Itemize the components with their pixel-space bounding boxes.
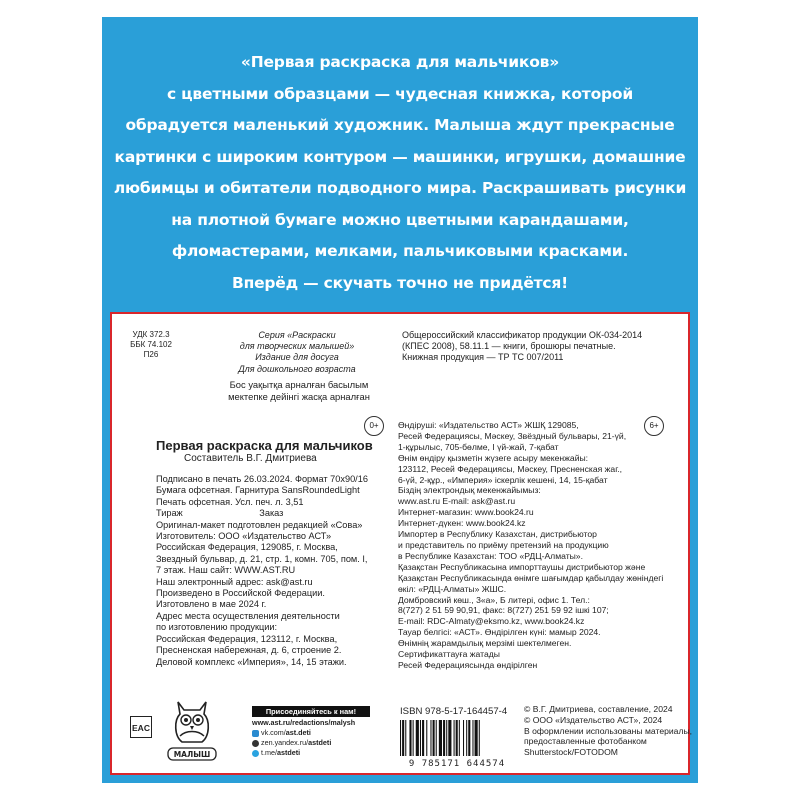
copyright-line: Shutterstock/FOTODOM — [524, 747, 618, 758]
blurb-line: фломастерами, мелками, пальчиковыми красками. — [171, 242, 629, 260]
imprint-line: Наш электронный адрес: ask@ast.ru — [156, 576, 313, 587]
copyright-line: © В.Г. Дмитриева, составление, 2024 — [524, 704, 673, 714]
imprint-line: Өнімнің жарамдылық мерзімі шектелмеген. — [398, 638, 572, 649]
barcode-digits: 9 785171 644574 — [408, 759, 506, 770]
copyright-line: предоставленные фотобанком — [524, 736, 647, 747]
blurb-line: картинки с широким контуром — машинки, игрушки, домашние — [114, 147, 686, 166]
imprint-line: өкіл: «РДЦ-Алматы» ЖШС. — [398, 583, 507, 594]
blurb-line: обрадуется маленький художник. Малыша ждут прекрасные — [125, 116, 675, 134]
imprint-line: Звездный бульвар, д. 21, стр. 1, комн. 705, пом. I, — [156, 553, 368, 564]
classification-codes — [126, 330, 176, 360]
imprint-line: Интернет-дүкен: www.book24.kz — [398, 518, 526, 529]
copyright-line: © ООО «Издательство АСТ», 2024 — [524, 714, 663, 725]
imprint-line: E-mail: RDC-Almaty@eksmo.kz, www.book24.kz — [398, 616, 585, 627]
eac-mark — [130, 716, 152, 738]
age-rating-badge-left: 0+ — [364, 416, 384, 436]
eac-mark-text: EAC — [132, 723, 150, 733]
imprint-line: Оригинал-макет подготовлен редакцией «Сова» — [156, 519, 363, 530]
imprint-line: по изготовлению продукции: — [156, 622, 278, 633]
book-title: Первая раскраска для мальчиков — [156, 438, 373, 453]
copyright-block — [524, 704, 694, 758]
imprint-line: Изготовитель: ООО «Издательство АСТ» — [156, 531, 332, 542]
blurb-line: Вперёд — скучать точно не придётся! — [231, 273, 569, 292]
imprint-line: Адрес места осуществления деятельности — [156, 610, 340, 621]
social-block — [252, 706, 372, 758]
imprint-line: Российская Федерация, 129085, г. Москва, — [156, 542, 338, 553]
imprint-line: www.ast.ru E-mail: ask@ast.ru — [398, 496, 516, 507]
isbn-label: ISBN 978-5-17-164457-4 — [400, 706, 508, 717]
eac-mark-icon — [130, 716, 152, 738]
series-line: Издание для досуга — [255, 352, 339, 363]
imprint-line: Домбровский көш., 3«а», Б литері, офис 1. Тел.: — [398, 594, 590, 605]
vk-icon — [252, 730, 259, 737]
social-link-handle: astdeti — [308, 738, 332, 747]
social-link-handle: astdeti — [276, 748, 301, 757]
kz-edition-info — [194, 379, 404, 402]
social-link-prefix: zen.yandex.ru/ — [261, 738, 309, 747]
imprint-line: Өндіруші: «Издательство АСТ» ЖШҚ 129085, — [398, 420, 579, 430]
imprint-line: Сертификаттауға жатады — [398, 649, 500, 660]
okp-line: Общероссийский классификатор продукции ОК-034-2014 — [402, 330, 643, 340]
social-link-telegram[interactable] — [252, 748, 372, 758]
owl-mascot-icon — [164, 696, 220, 764]
barcode-icon — [396, 720, 518, 756]
book-author: Составитель В.Г. Дмитриева — [184, 453, 317, 464]
series-line: Для дошкольного возраста — [238, 363, 356, 374]
imprint-line: Қазақстан Республикасына импорттаушы дистрибьютор және — [398, 561, 646, 572]
blurb-line: с цветными образцами — чудесная книжка, которой — [166, 84, 634, 103]
imprint-line: и представитель по приёму претензий на продукцию — [398, 539, 609, 550]
bbk-code: ББК 74.102 — [130, 340, 172, 349]
imprint-details-right — [398, 420, 688, 671]
barcode — [396, 720, 518, 770]
imprint-panel — [110, 312, 693, 775]
imprint-line: Бумага офсетная. Гарнитура SansRoundedLight — [156, 485, 360, 496]
series-line: для творческих малышей» — [239, 341, 355, 352]
social-link-handle: ast.deti — [285, 728, 311, 737]
back-cover — [102, 17, 698, 783]
age-rating-badge-right: 6+ — [644, 416, 664, 436]
imprint-line: Тауар белгісі: «АСТ». Өндірілген күні: мамыр 2024. — [398, 627, 601, 638]
imprint-line: Подписано в печать 26.03.2024. Формат 70x90/16 — [156, 474, 368, 484]
imprint-line: Произведено в Российской Федерации. — [156, 588, 325, 599]
kz-line: Бос уақытқа арналған басылым — [229, 379, 369, 390]
imprint-line: Біздің электрондық мекенжайымыз: — [398, 485, 541, 496]
publisher-logo-text: МАЛЫШ — [173, 750, 211, 759]
social-link-prefix: t.me/ — [261, 748, 277, 757]
imprint-line: Российская Федерация, 123112, г. Москва, — [156, 633, 338, 644]
imprint-line: 8(727) 2 51 59 90,91, факс: 8(727) 251 59 92 ішкі 107; — [398, 605, 609, 616]
imprint-line: Интернет-магазин: www.book24.ru — [398, 507, 534, 518]
imprint-line: Изготовлено в мае 2024 г. — [156, 599, 267, 610]
copyright-line: В оформлении использованы материалы, — [524, 725, 693, 736]
blurb-text — [102, 47, 698, 299]
okp-line: (КПЕС 2008), 58.11.1 — книги, брошюры печатные. — [402, 341, 616, 352]
imprint-line: Ресей Федерациясында өндірілген — [398, 659, 538, 670]
social-link-prefix: vk.com/ — [261, 728, 286, 737]
imprint-details-left — [156, 474, 396, 668]
kz-line: мектепке дейінгі жасқа арналған — [228, 390, 370, 402]
imprint-line: 123112, Ресей Федерациясы, Мәскеу, Пресненская жаг., — [398, 463, 623, 474]
imprint-line: Тираж Заказ — [156, 508, 284, 519]
imprint-line: Қазақстан Республикасында өнімге шағымдар қабылдау жөніндегі — [398, 572, 664, 583]
udk-code: УДК 372.3 — [132, 330, 170, 339]
okp-classifier — [402, 330, 672, 364]
imprint-line: Пресненская набережная, д. 6, строение 2. — [156, 645, 342, 656]
telegram-icon — [252, 750, 259, 757]
publisher-logo — [164, 696, 220, 764]
blurb-line: любимцы и обитатели подводного мира. Раскрашивать рисунки — [113, 179, 687, 197]
series-info — [202, 330, 392, 375]
social-link-vk[interactable] — [252, 728, 372, 738]
imprint-line: 1-құрылыс, 705-бөлме, I үй-жай, 7-қабат — [398, 441, 559, 452]
series-line: Серия «Раскраски — [258, 330, 336, 340]
zen-icon — [252, 740, 259, 747]
blurb-line: на плотной бумаге можно цветными карандашами, — [171, 210, 629, 229]
redaction-link[interactable]: www.ast.ru/redactions/malysh — [252, 718, 356, 727]
author-mark: П26 — [143, 350, 159, 359]
imprint-line: в Республике Казахстан: ТОО «РДЦ-Алматы». — [398, 550, 583, 561]
social-link-zen[interactable] — [252, 738, 372, 748]
imprint-line: Печать офсетная. Усл. печ. л. 3,51 — [156, 496, 304, 507]
imprint-line: Импортер в Республику Казахстан, дистрибьютор — [398, 529, 597, 540]
join-us-banner: Присоединяйтесь к нам! — [252, 706, 370, 717]
imprint-line: Өнім өндіру қызметін жүзеге асыру мекенжайы: — [398, 452, 589, 463]
okp-line: Книжная продукция — ТР ТС 007/2011 — [402, 352, 564, 363]
imprint-line: Деловой комплекс «Империя», 14, 15 этажи. — [156, 656, 347, 667]
imprint-line: 7 этаж. Наш сайт: WWW.AST.RU — [156, 565, 296, 576]
blurb-line: «Первая раскраска для мальчиков» — [240, 53, 560, 71]
imprint-line: Ресей Федерациясы, Мәскеу, Звёздный бульвары, 21-үй, — [398, 430, 627, 441]
imprint-line: 6-үй, 2-құр., «Империя» іскерлік кешені, 14, 15-қабат — [398, 474, 608, 485]
